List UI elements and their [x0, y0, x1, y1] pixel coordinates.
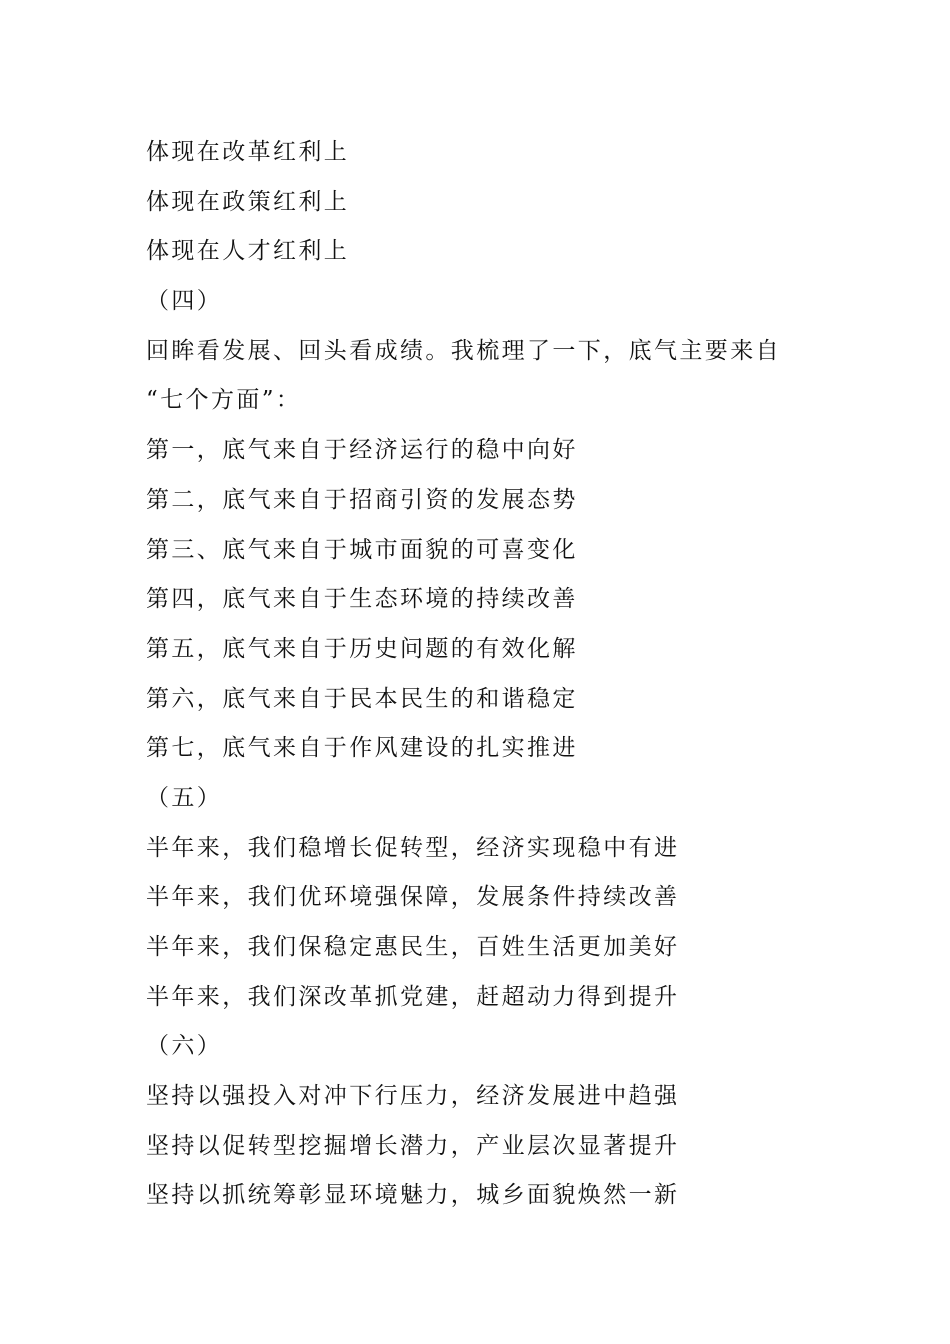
text-line: 第一，底气来自于经济运行的稳中向好 [146, 437, 578, 464]
text-line: 坚持以抓统筹彰显环境魅力，城乡面貌焕然一新 [146, 1182, 680, 1209]
text-line: 第二，底气来自于招商引资的发展态势 [146, 486, 578, 513]
text-line: 体现在人才红利上 [146, 238, 350, 265]
text-line: 第五，底气来自于历史问题的有效化解 [146, 635, 578, 662]
text-line: 半年来，我们保稳定惠民生，百姓生活更加美好 [146, 934, 680, 960]
text-line: 体现在政策红利上 [146, 188, 350, 215]
text-line: 半年来，我们深改革抓党建，赶超动力得到提升 [146, 983, 680, 1010]
text-line: “七个方面”： [146, 387, 302, 414]
text-line: 第三、底气来自于城市面貌的可喜变化 [146, 536, 578, 563]
text-line: 半年来，我们稳增长促转型，经济实现稳中有进 [146, 834, 680, 861]
text-line: 坚持以强投入对冲下行压力，经济发展进中趋强 [146, 1083, 680, 1110]
section-heading: （六） [146, 1033, 223, 1060]
section-heading: （五） [146, 784, 223, 811]
text-line: 坚持以促转型挖掘增长潜力，产业层次显著提升 [146, 1132, 680, 1159]
text-line: 体现在改革红利上 [146, 139, 350, 165]
section-heading: （四） [146, 288, 223, 315]
text-line: 回眸看发展、回头看成绩。我梳理了一下，底气主要来自 [146, 337, 781, 364]
text-line: 第四，底气来自于生态环境的持续改善 [146, 586, 578, 613]
text-line: 第六，底气来自于民本民生的和谐稳定 [146, 685, 578, 712]
document-body [146, 128, 826, 1221]
text-line: 第七，底气来自于作风建设的扎实推进 [146, 735, 578, 762]
text-line: 半年来，我们优环境强保障，发展条件持续改善 [146, 884, 680, 911]
